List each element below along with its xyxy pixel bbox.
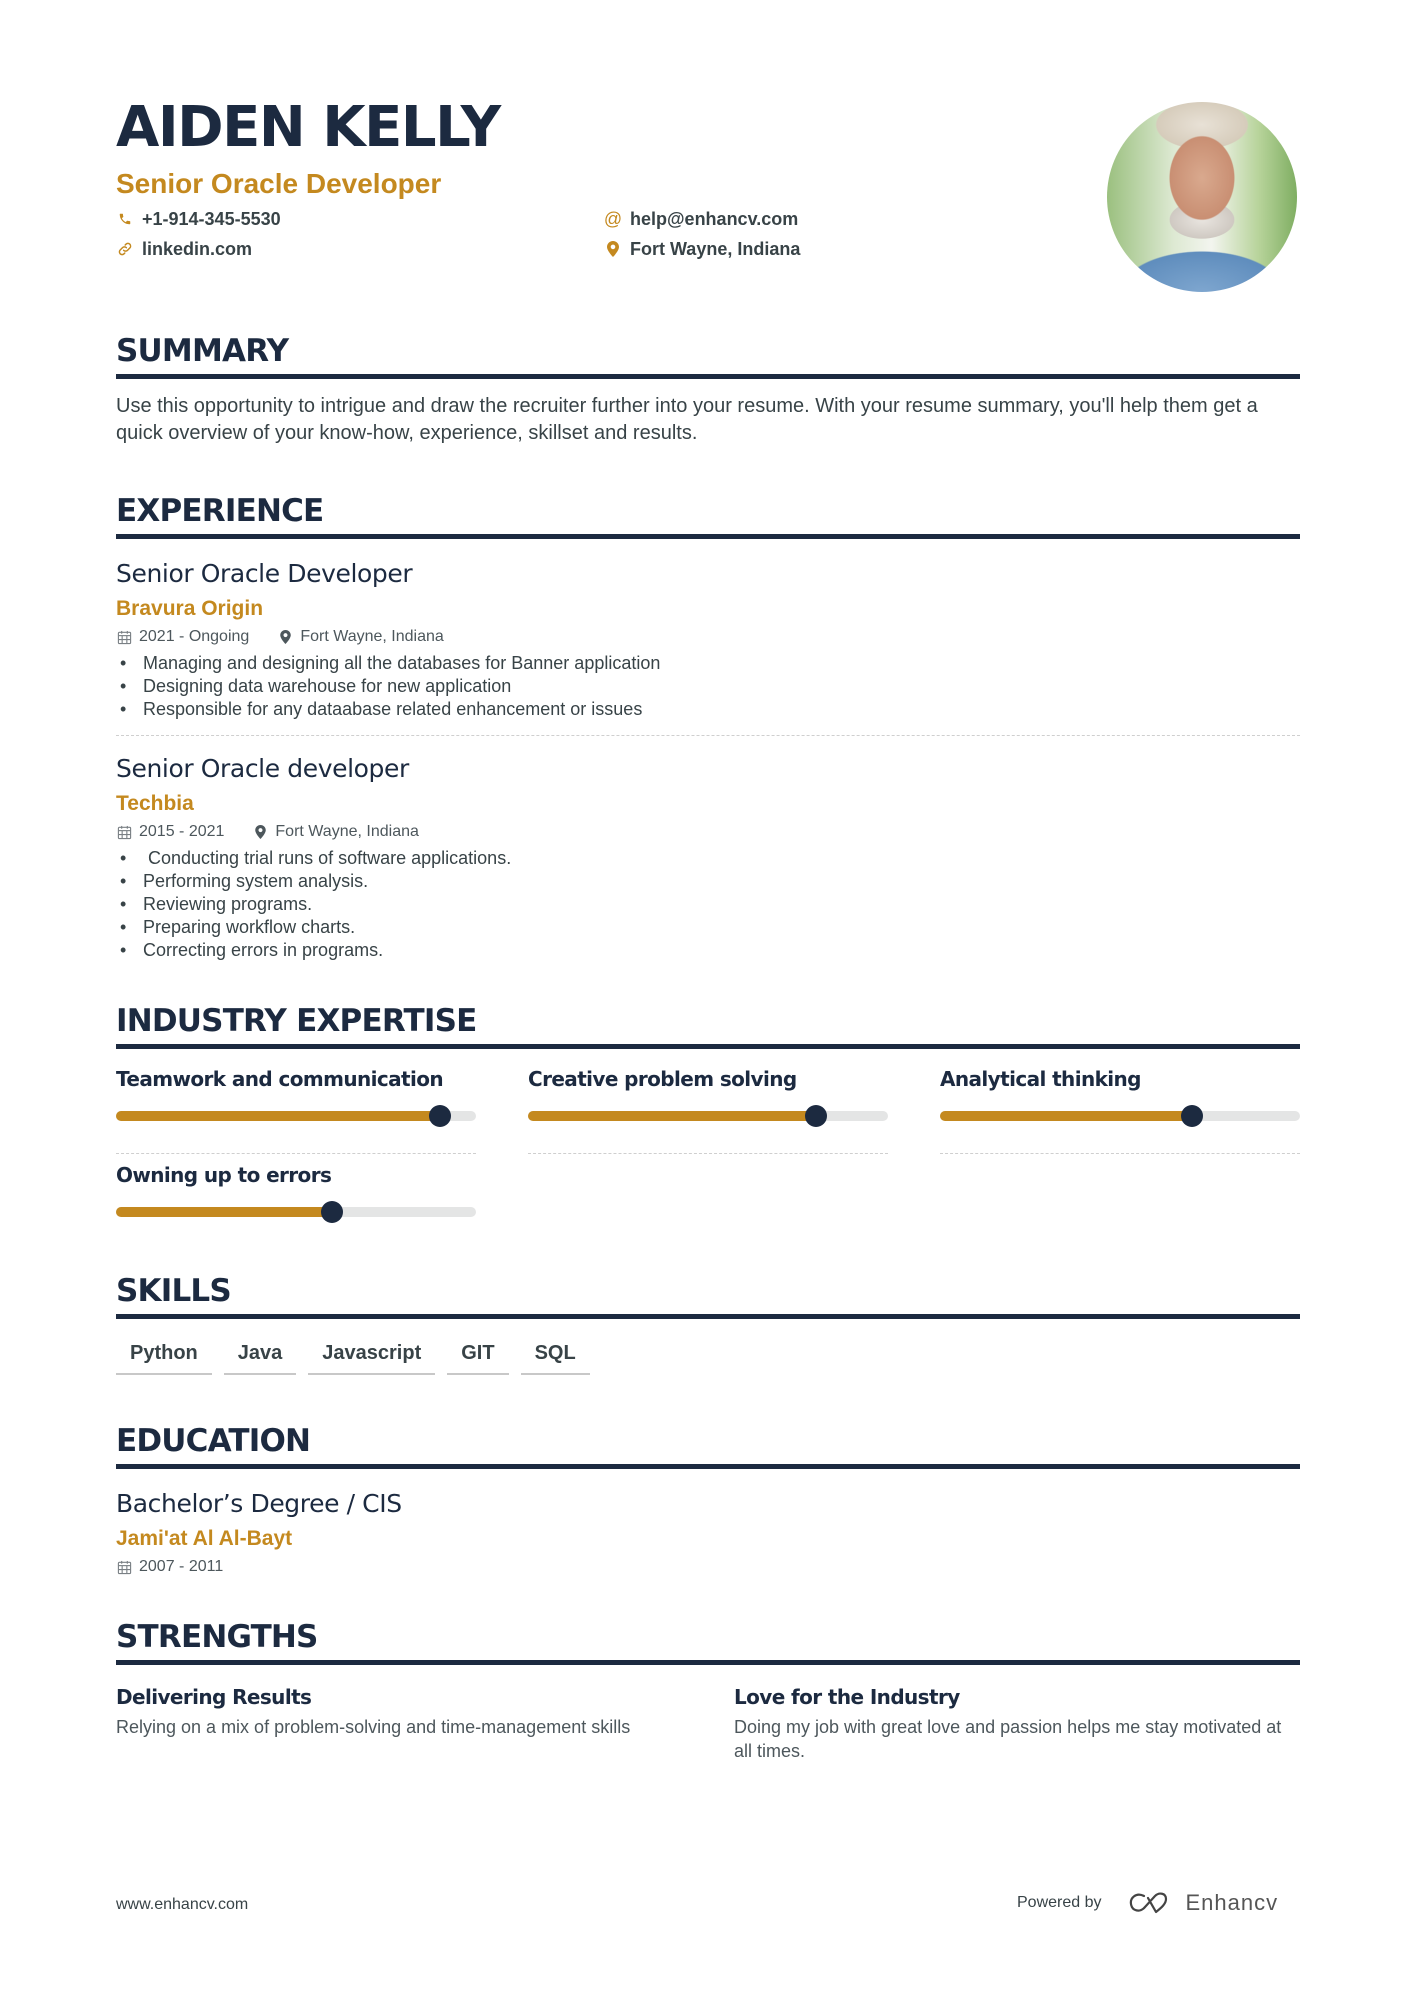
- expertise-label: Creative problem solving: [528, 1067, 797, 1091]
- resume-page: [116, 0, 1300, 1761]
- location-text: Fort Wayne, Indiana: [630, 239, 801, 259]
- job-bullets: [116, 847, 1300, 962]
- strength-title: Delivering Results: [116, 1685, 312, 1709]
- contact-email[interactable]: [604, 210, 798, 228]
- slider-fill: [116, 1111, 440, 1121]
- expertise-label: Analytical thinking: [940, 1067, 1141, 1091]
- education-meta: [116, 1559, 1300, 1575]
- experience-section: [116, 493, 1300, 962]
- slider-knob: [1181, 1105, 1203, 1127]
- calendar-icon: [116, 629, 132, 645]
- email-text: help@enhancv.com: [630, 209, 799, 229]
- bullet-item: • Correcting errors in programs.: [116, 939, 1300, 962]
- company-name: Techbia: [116, 792, 194, 815]
- profile-photo: [1107, 102, 1297, 292]
- job-meta: [116, 629, 1300, 645]
- slider-fill: [116, 1207, 332, 1217]
- company-name: Bravura Origin: [116, 597, 264, 620]
- expertise-slider: [116, 1111, 476, 1121]
- strength-desc: Doing my job with great love and passion helps me stay motivated at all times.: [734, 1717, 1282, 1761]
- slider-fill: [940, 1111, 1192, 1121]
- powered-by-text: Powered by: [1017, 1894, 1102, 1911]
- expertise-divider: [940, 1153, 1300, 1154]
- footer-website[interactable]: www.enhancv.com: [116, 1896, 249, 1913]
- bullet-item: • Preparing workflow charts.: [116, 916, 1300, 939]
- enhancv-logo[interactable]: [1128, 1890, 1279, 1916]
- bullet-item: • Reviewing programs.: [116, 893, 1300, 916]
- calendar-icon: [116, 1559, 132, 1575]
- expertise-label: Owning up to errors: [116, 1163, 332, 1187]
- expertise-item: [116, 1069, 476, 1154]
- contact-linkedin[interactable]: [116, 240, 252, 258]
- skills-list: [116, 1343, 1300, 1375]
- skill-tag: Javascript: [308, 1343, 435, 1375]
- bullet-item: • Managing and designing all the databases for Banner application: [116, 652, 1300, 675]
- map-pin-icon: [252, 824, 268, 840]
- job-dates-text: 2015 - 2021: [139, 823, 225, 840]
- job-bullets: [116, 652, 1300, 721]
- education-heading: EDUCATION: [116, 1426, 1300, 1469]
- calendar-icon: [116, 824, 132, 840]
- slider-knob: [321, 1201, 343, 1223]
- expertise-divider: [116, 1153, 476, 1154]
- link-icon: [116, 240, 134, 258]
- job-divider: [116, 735, 1300, 736]
- contact-phone[interactable]: [116, 210, 281, 228]
- job-location: [252, 824, 418, 840]
- job-dates-text: 2021 - Ongoing: [139, 628, 250, 645]
- linkedin-text: linkedin.com: [142, 239, 253, 259]
- expertise-slider: [116, 1207, 476, 1217]
- skill-tag: GIT: [447, 1343, 508, 1375]
- job-location-text: Fort Wayne, Indiana: [275, 823, 419, 840]
- expertise-slider: [528, 1111, 888, 1121]
- expertise-item: [528, 1069, 888, 1154]
- education-entry: [116, 1491, 1300, 1575]
- summary-heading: SUMMARY: [116, 336, 1300, 379]
- expertise-label: Teamwork and communication: [116, 1067, 443, 1091]
- expertise-heading: INDUSTRY EXPERTISE: [116, 1006, 1300, 1049]
- bullet-item: • Performing system analysis.: [116, 870, 1300, 893]
- expertise-item: [116, 1165, 476, 1217]
- skill-tag: SQL: [521, 1343, 590, 1375]
- resume-header: [116, 0, 1300, 300]
- job-entry: [116, 561, 1300, 736]
- expertise-item: [940, 1069, 1300, 1154]
- job-title: Senior Oracle Developer: [116, 559, 413, 588]
- skill-tag: Java: [224, 1343, 297, 1375]
- expertise-slider: [940, 1111, 1300, 1121]
- enhancv-brand-text: Enhancv: [1185, 1890, 1279, 1915]
- expertise-divider: [528, 1153, 888, 1154]
- slider-knob: [429, 1105, 451, 1127]
- expertise-section: [116, 1003, 1300, 1187]
- job-dates: [116, 824, 224, 840]
- slider-fill: [528, 1111, 816, 1121]
- phone-icon: [116, 210, 134, 228]
- strength-title: Love for the Industry: [734, 1685, 960, 1709]
- strength-item: [734, 1687, 1300, 1763]
- job-title: Senior Oracle developer: [116, 754, 409, 783]
- summary-text: Use this opportunity to intrigue and draw the recruiter further into your resume. With your resume summary, you'll help them get a quick overview of your know-how, experience, skillset and results.: [116, 395, 1258, 444]
- map-pin-icon: [277, 629, 293, 645]
- education-section: [116, 1423, 1300, 1575]
- strengths-grid: [116, 1687, 1300, 1763]
- strengths-heading: STRENGTHS: [116, 1622, 1300, 1665]
- job-location-text: Fort Wayne, Indiana: [300, 628, 444, 645]
- job-dates: [116, 629, 249, 645]
- skill-tag: Python: [116, 1343, 212, 1375]
- skills-section: [116, 1273, 1300, 1375]
- strengths-section: [116, 1619, 1300, 1763]
- candidate-name: AIDEN KELLY: [116, 95, 500, 160]
- experience-heading: EXPERIENCE: [116, 496, 1300, 539]
- skills-heading: SKILLS: [116, 1276, 1300, 1319]
- enhancv-logo-icon: [1128, 1891, 1174, 1915]
- footer-branding: [1017, 1890, 1278, 1916]
- education-dates-text: 2007 - 2011: [139, 1558, 224, 1575]
- education-dates: [116, 1559, 223, 1575]
- school-name: Jami'at Al Al-Bayt: [116, 1527, 293, 1550]
- map-pin-icon: [604, 240, 622, 258]
- job-meta: [116, 824, 1300, 840]
- degree-title: Bachelor’s Degree / CIS: [116, 1489, 402, 1518]
- strength-item: [116, 1687, 734, 1763]
- job-location: [277, 629, 443, 645]
- bullet-item: • Designing data warehouse for new application: [116, 675, 1300, 698]
- slider-knob: [805, 1105, 827, 1127]
- bullet-item: • Conducting trial runs of software applications.: [116, 847, 1300, 870]
- strength-desc: Relying on a mix of problem-solving and time-management skills: [116, 1717, 631, 1737]
- summary-section: [116, 333, 1300, 447]
- job-entry: [116, 756, 1300, 962]
- at-icon: @: [603, 209, 623, 229]
- bullet-item: • Responsible for any dataabase related enhancement or issues: [116, 698, 1300, 721]
- candidate-role: Senior Oracle Developer: [116, 168, 442, 199]
- contact-location: [604, 240, 800, 258]
- phone-text: +1-914-345-5530: [142, 209, 281, 229]
